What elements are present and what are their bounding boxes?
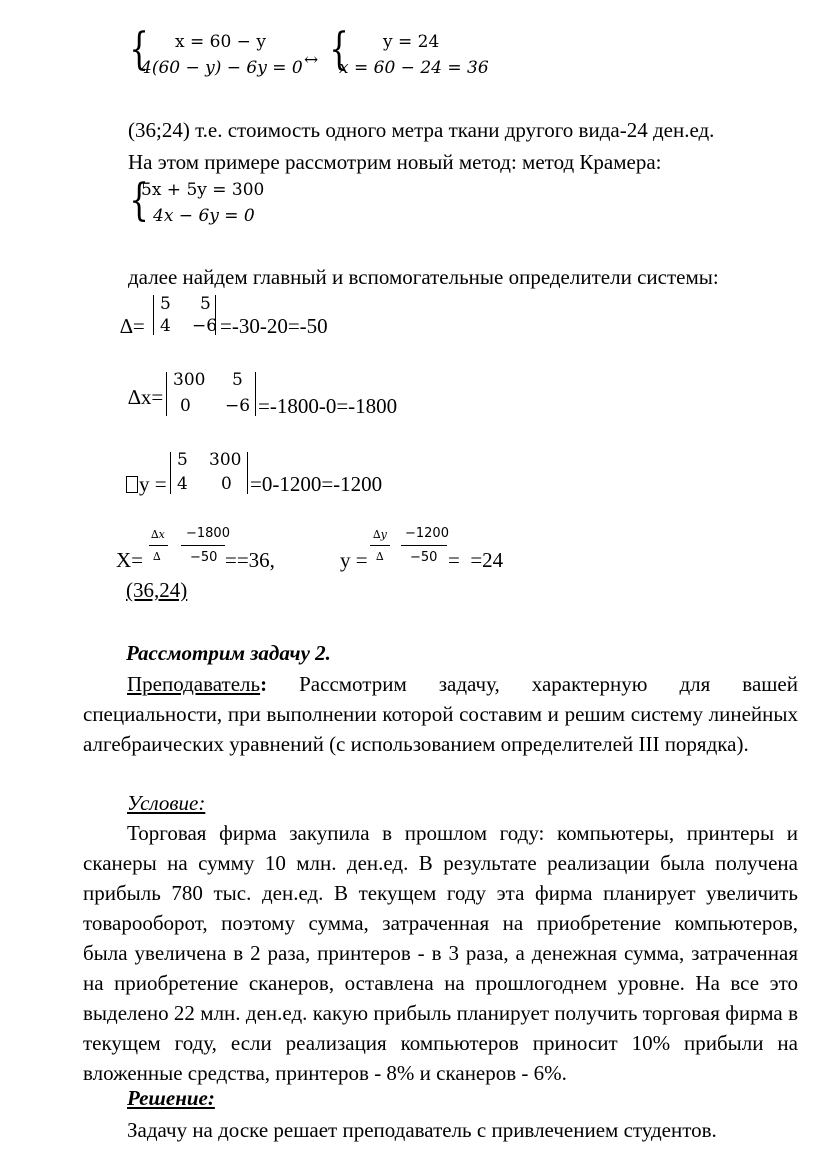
x-label: X=	[116, 548, 144, 572]
det-cell: −6	[192, 316, 218, 336]
det-bar-right	[247, 452, 248, 494]
y-label: y =	[340, 548, 368, 572]
det-bar-left	[153, 295, 154, 335]
fraction-line	[181, 545, 225, 546]
delta-x-result: =-1800-0=-1800	[258, 394, 398, 418]
fraction-symbol-den: ∆	[376, 550, 384, 563]
fraction-symbol-den: ∆	[153, 550, 161, 563]
equation-substituted: 4(60 − y) − 6y = 0	[141, 58, 303, 78]
fraction-den: −50	[410, 550, 438, 565]
det-cell: 4	[177, 474, 188, 494]
det-bar-right	[255, 372, 256, 416]
det-bar-left	[166, 372, 167, 416]
y-value: = =24	[448, 548, 504, 572]
teacher-label: Преподаватель	[127, 672, 261, 696]
missing-glyph-icon	[126, 476, 138, 493]
right-brace: {	[329, 24, 349, 75]
determinants-intro: далее найдем главный и вспомогательные определители системы:	[128, 265, 719, 289]
delta-y-label: y =	[126, 472, 167, 496]
fraction-line	[370, 545, 390, 546]
fraction-line	[149, 545, 168, 546]
cramer-intro: На этом примере рассмотрим новый метод: метод Крамера:	[128, 150, 662, 174]
x-value: ==36,	[225, 548, 275, 572]
delta-label: ∆=	[120, 314, 145, 338]
fraction-num: −1200	[405, 526, 449, 541]
det-cell: −6	[225, 396, 251, 416]
solution-label-line	[83, 1083, 798, 1113]
left-brace: {	[129, 24, 149, 75]
equivalence-arrow: ↔	[304, 50, 319, 70]
det-cell: 300	[209, 450, 242, 470]
equation-y-value: y = 24	[383, 32, 440, 52]
condition-paragraph	[83, 818, 798, 1088]
fraction-symbol-num: ∆y	[373, 528, 387, 541]
delta-x-label: ∆x=	[128, 385, 164, 409]
det-cell: 5	[160, 294, 171, 314]
teacher-paragraph	[83, 669, 798, 759]
fraction-line	[401, 545, 447, 546]
system-2-brace: {	[129, 175, 149, 226]
teacher-text: Рассмотрим задачу, характерную для вашей специальности, при выполнении которой составим и решим систему линейных алгебраических уравнений (с использованием определителей III порядка).	[83, 672, 798, 756]
task-2-heading: Рассмотрим задачу 2.	[126, 641, 331, 665]
equation-x: x = 60 − y	[175, 32, 266, 52]
solution-label: Решение:	[127, 1086, 215, 1110]
condition-label: Условие:	[127, 791, 206, 815]
solution-text: Задачу на доске решает преподаватель с привлечением студентов.	[127, 1118, 717, 1142]
system-2-eq-1: 5x + 5y = 300	[141, 180, 265, 200]
det-cell: 4	[160, 316, 171, 336]
det-cell: 5	[200, 294, 211, 314]
fraction-symbol-num: ∆x	[151, 528, 165, 541]
det-cell: 0	[180, 396, 191, 416]
equation-x-value: x = 60 − 24 = 36	[339, 58, 489, 78]
det-cell: 5	[232, 370, 243, 390]
fraction-den: −50	[190, 550, 218, 565]
det-cell: 300	[173, 370, 206, 390]
det-bar-left	[170, 452, 171, 494]
teacher-colon: :	[260, 672, 268, 696]
condition-text: Торговая фирма закупила в прошлом году: компьютеры, принтеры и сканеры на сумму 10 млн. ден.ед. В результате реализации была получена прибыль 780 тыс. ден.ед. В текущем году эта фирма планирует увеличить товарооборот, поэтому сумма, затраченная на приобретение компьютеров, была увеличена в 2 раза, принтеров - в 3 раза, а денежная сумма, затраченная на приобретение сканеров, оставлена на прошлогоднем уровне. На все это выделено 22 млн. ден.ед. какую прибыль планирует получить торговая фирма в текущем году, если реализация компьютеров приносит 10% прибыли на вложенные средства, принтеров - 8% и сканеров - 6%.	[83, 821, 798, 1085]
fraction-num: −1800	[186, 526, 230, 541]
system-2-eq-2: 4x − 6y = 0	[153, 206, 255, 226]
solution-paragraph	[83, 1115, 798, 1145]
answer-line-1: (36;24) т.е. стоимость одного метра ткани другого вида-24 ден.ед.	[128, 118, 715, 142]
delta-result: =-30-20=-50	[220, 314, 328, 338]
det-cell: 5	[177, 450, 188, 470]
answer-line-2: (36,24)	[126, 578, 188, 602]
delta-y-result: =0-1200=-1200	[250, 472, 383, 496]
condition-label-line	[83, 788, 798, 818]
det-cell: 0	[221, 474, 232, 494]
det-bar-right	[215, 295, 216, 335]
